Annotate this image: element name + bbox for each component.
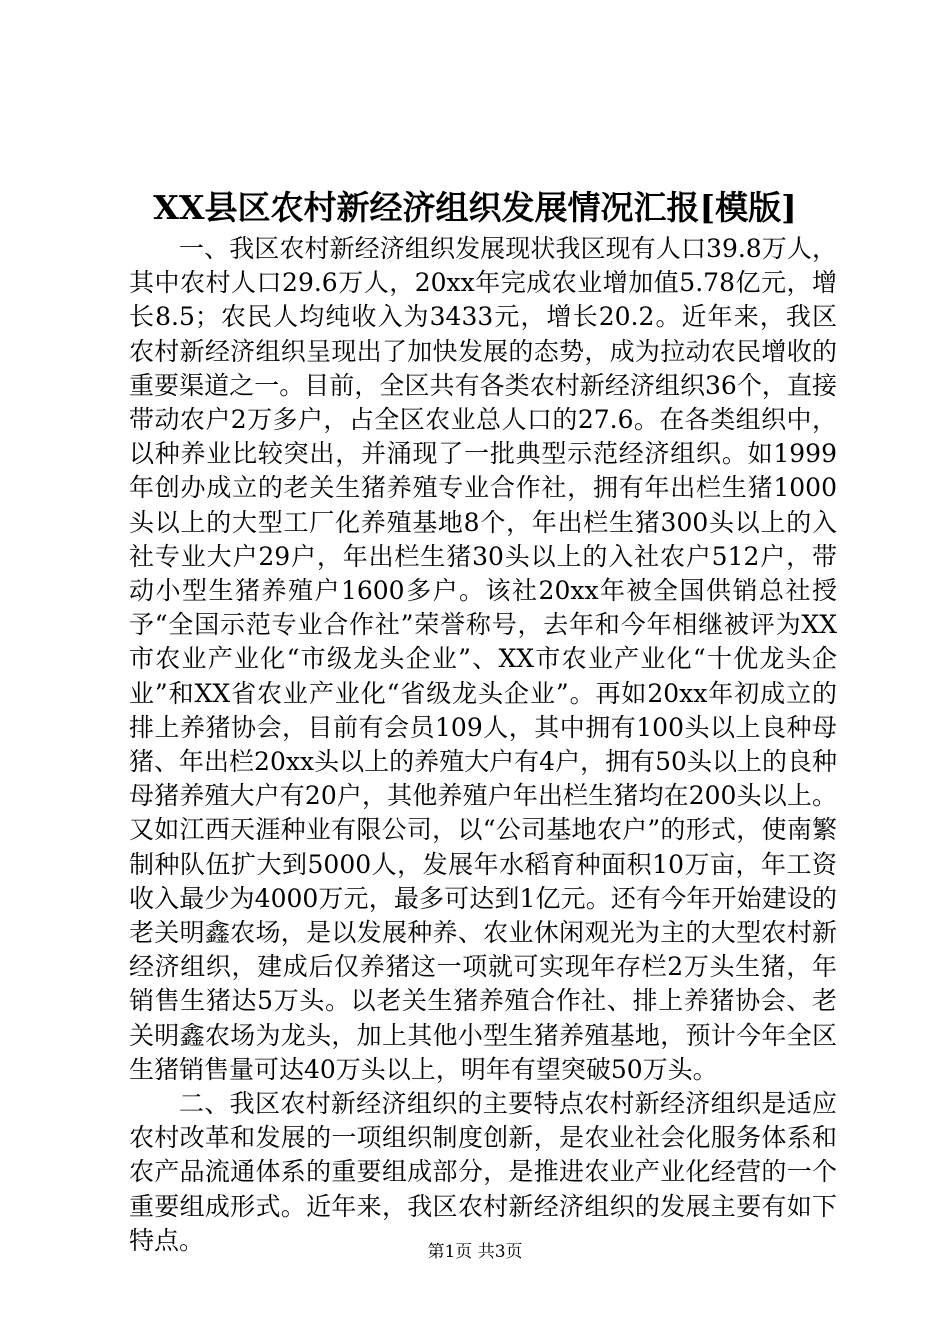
paragraph-1: 一、我区农村新经济组织发展现状我区现有人口39.8万人，其中农村人口29.6万人，20xx年完成农业增加值5.78亿元，增长8.5；农民人均纯收入为3433元，增长20.2。近年来，我区农村新经济组织呈现出了加快发展的态势，成为拉动农民增收的重要渠道之一。目前，全区共有各类农村新经济组织36个，直接带动农户2万多户，占全区农业总人口的27.6。在各类组织中，以种养业比较突出，并涌现了一批典型示范经济组织。如1999年创办成立的老关生猪养殖专业合作社，拥有年出栏生猪1000头以上的大型工厂化养殖基地8个，年出栏生猪300头以上的入社专业大户29户，年出栏生猪30头以上的入社农户512户，带动小型生猪养殖户1600多户。该社20xx年被全国供销总社授予“全国示范专业合作社”荣誉称号，去年和今年相继被评为XX市农业产业化“市级龙头企业”、XX市农业产业化“十优龙头企业”和XX省农业产业化“省级龙头企业”。再如20xx年初成立的排上养猪协会，目前有会员109人，其中拥有100头以上良种母猪、年出栏20xx头以上的养殖大户有4户，拥有50头以上的良种母猪养殖大户有20户，其他养殖户年出栏生猪均在200头以上。又如江西天涯种业有限公司，以“公司基地农户”的形式，使南繁制种队伍扩大到5000人，发展年水稻育种面积10万亩，年工资收入最少为4000万元，最多可达到1亿元。还有今年开始建设的老关明鑫农场，是以发展种养、农业休闲观光为主的大型农村新经济组织，建成后仅养猪这一项就可实现年存栏2万头生猪，年销售生猪达5万头。以老关生猪养殖合作社、排上养猪协会、老关明鑫农场为龙头，加上其他小型生猪养殖基地，预计今年全区生猪销售量可达40万头以上，明年有望突破50万头。	[129, 234, 837, 1084]
document-title: XX县区农村新经济组织发展情况汇报[模版]	[153, 188, 797, 227]
page-number-footer: 第1页 共3页	[427, 1242, 523, 1262]
document-body	[129, 232, 837, 1258]
paragraph-2: 二、我区农村新经济组织的主要特点农村新经济组织是适应农村改革和发展的一项组织制度创新，是农业社会化服务体系和农产品流通体系的重要组成部分，是推进农业产业化经营的一个重要组成形式。近年来，我区农村新经济组织的发展主要有如下特点。	[129, 1089, 837, 1255]
